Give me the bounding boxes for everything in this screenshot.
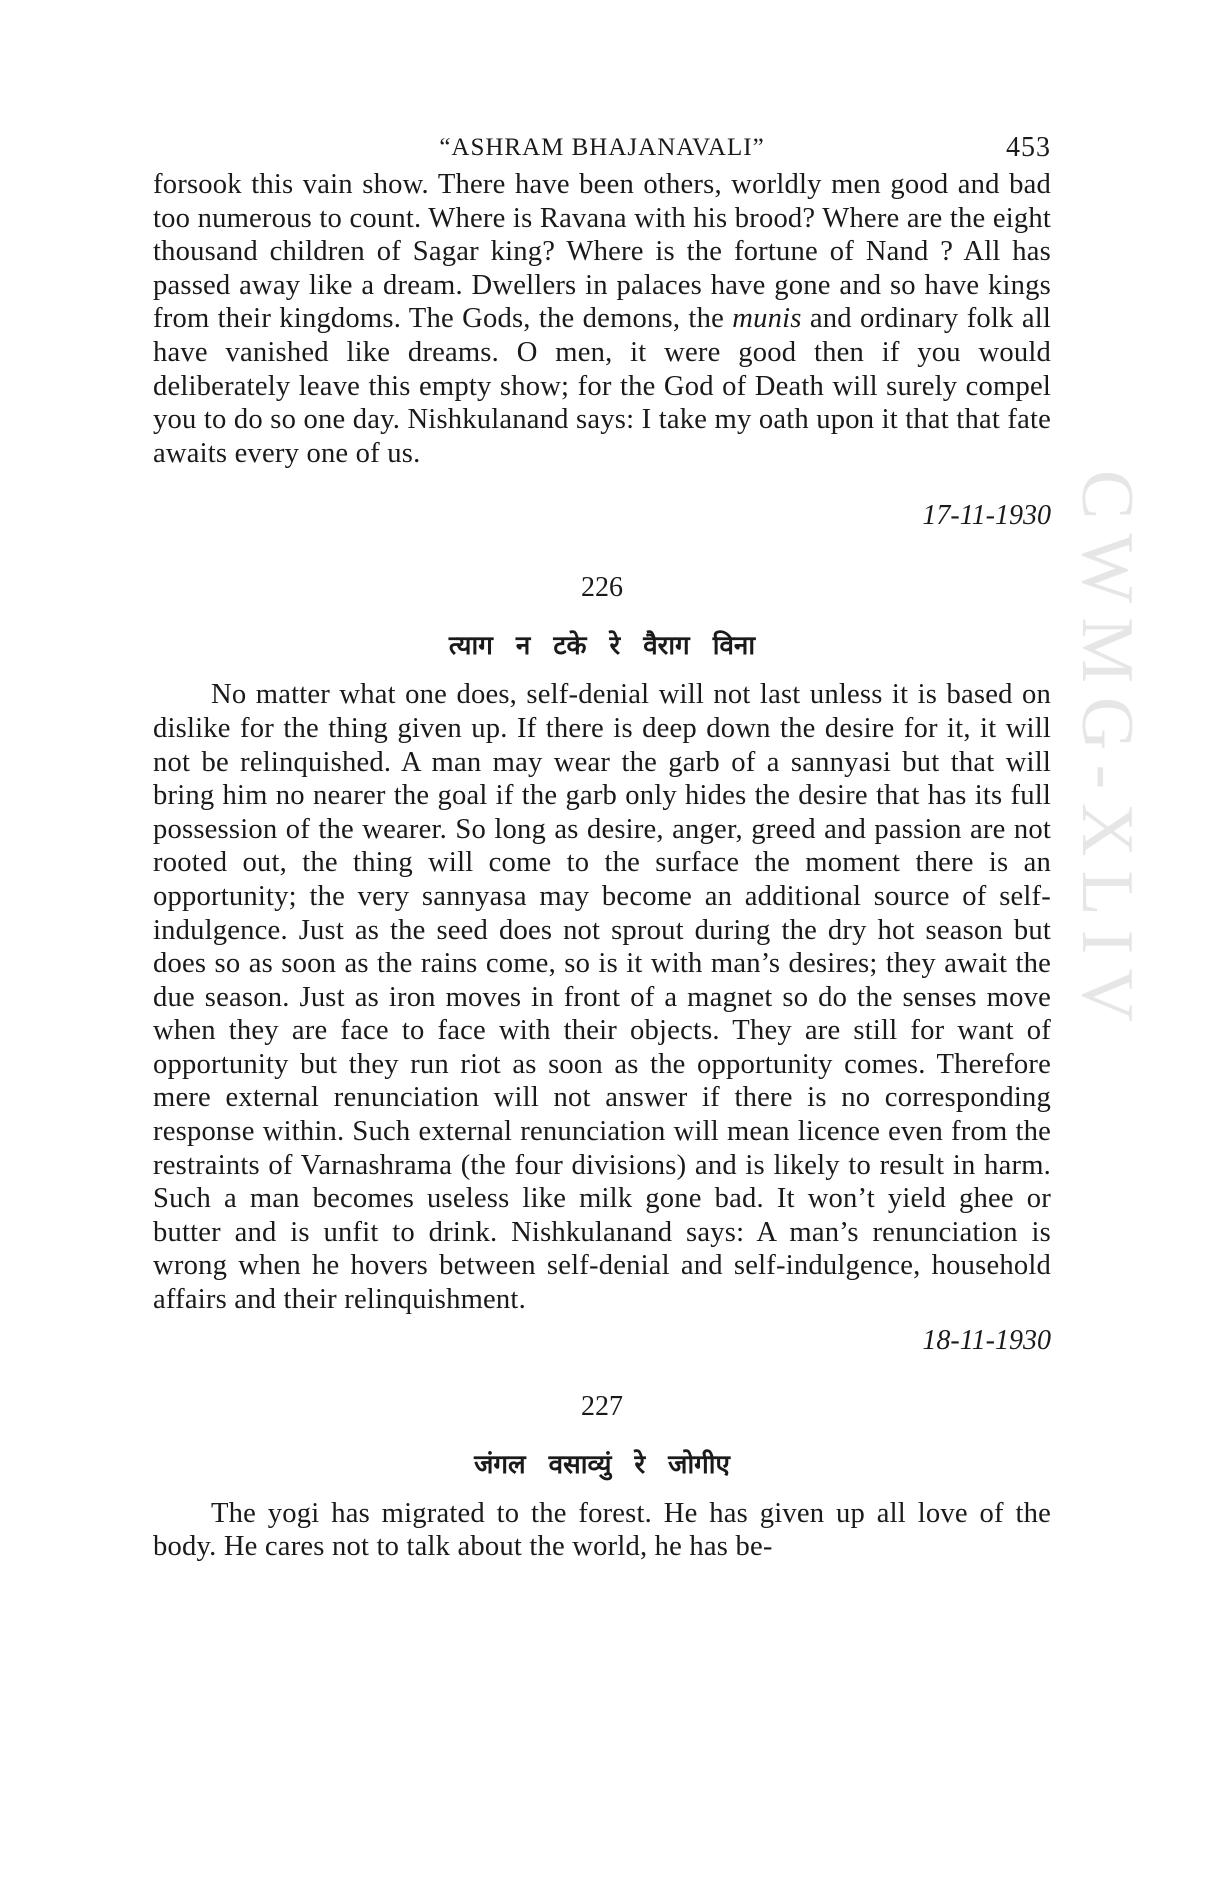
date-line-226: 18-11-1930: [922, 1324, 1051, 1356]
watermark: [1062, 470, 1148, 1460]
section-number-227: 227: [581, 1390, 623, 1422]
continuation-text-end: and ordinary folk all have vanished like dreams. O men, it were good then if you would deliberately leave this empty show; for the God of Death will surely compel you to do so one day. Nishkulanand says: I take my oath upon it that that fate awaits every one of us.: [153, 303, 1051, 469]
section-227-paragraph: The yogi has migrated to the forest. He has given up all love of the body. He cares not to talk about the world, he has be-: [153, 1497, 1051, 1563]
running-title: “ASHRAM BHAJANAVALI”: [439, 134, 765, 161]
continuation-paragraph: [153, 168, 1051, 470]
page: [153, 128, 1051, 1564]
watermark-text: CWMG-XLIV: [1066, 470, 1148, 1036]
section-number-226: 226: [581, 572, 623, 604]
page-number: 453: [1006, 132, 1051, 163]
running-header: [153, 128, 1051, 168]
hindi-title-226: त्याग न टके रे वैराग विना: [448, 631, 756, 662]
section-226-paragraph: No matter what one does, self-denial will not last unless it is based on dislike for the thing given up. If there is deep down the desire for it, it will not be relinquished. A man may wear the garb of a sannyasi but that will bring him no nearer the goal if the garb only hides the desire that has its full possession of the wearer. So long as desire, anger, greed and passion are not rooted out, the thing will come to the surface the moment there is an opportunity; the very sannyasa may become an additional source of self-indulgence. Just as the seed does not sprout during the dry hot season but does so as soon as the rains come, so is it with man’s desires; they await the due season. Just as iron moves in front of a magnet so do the senses move when they are face to face with their objects. They are still for want of opportunity but they run riot as soon as the opportunity comes. Therefore mere external renunciation will not answer if there is no corresponding response within. Such external renunciation will mean licence even from the restraints of Varnashrama (the four divisions) and is likely to result in harm. Such a man becomes useless like milk gone bad. It won’t yield ghee or butter and is unfit to drink. Nishkulanand says: A man’s renunciation is wrong when he hovers between self-denial and self-indulgence, household affairs and their relinquishment.: [153, 679, 1051, 1316]
continuation-text-start: forsook this vain show. There have been others, worldly men good and bad too numerous to count. Where is Ravana with his brood? Where are the eight thousand children of Sagar king? Where is the fortune of Nand ? All has passed away like a dream. Dwellers in palaces have gone and so have kings from their kingdoms. The Gods, the demons, the: [153, 169, 1051, 335]
date-line: 17-11-1930: [922, 500, 1051, 532]
italic-term: munis: [732, 303, 802, 335]
hindi-title-227: जंगल वसाव्युं रे जोगीए: [474, 1449, 730, 1480]
